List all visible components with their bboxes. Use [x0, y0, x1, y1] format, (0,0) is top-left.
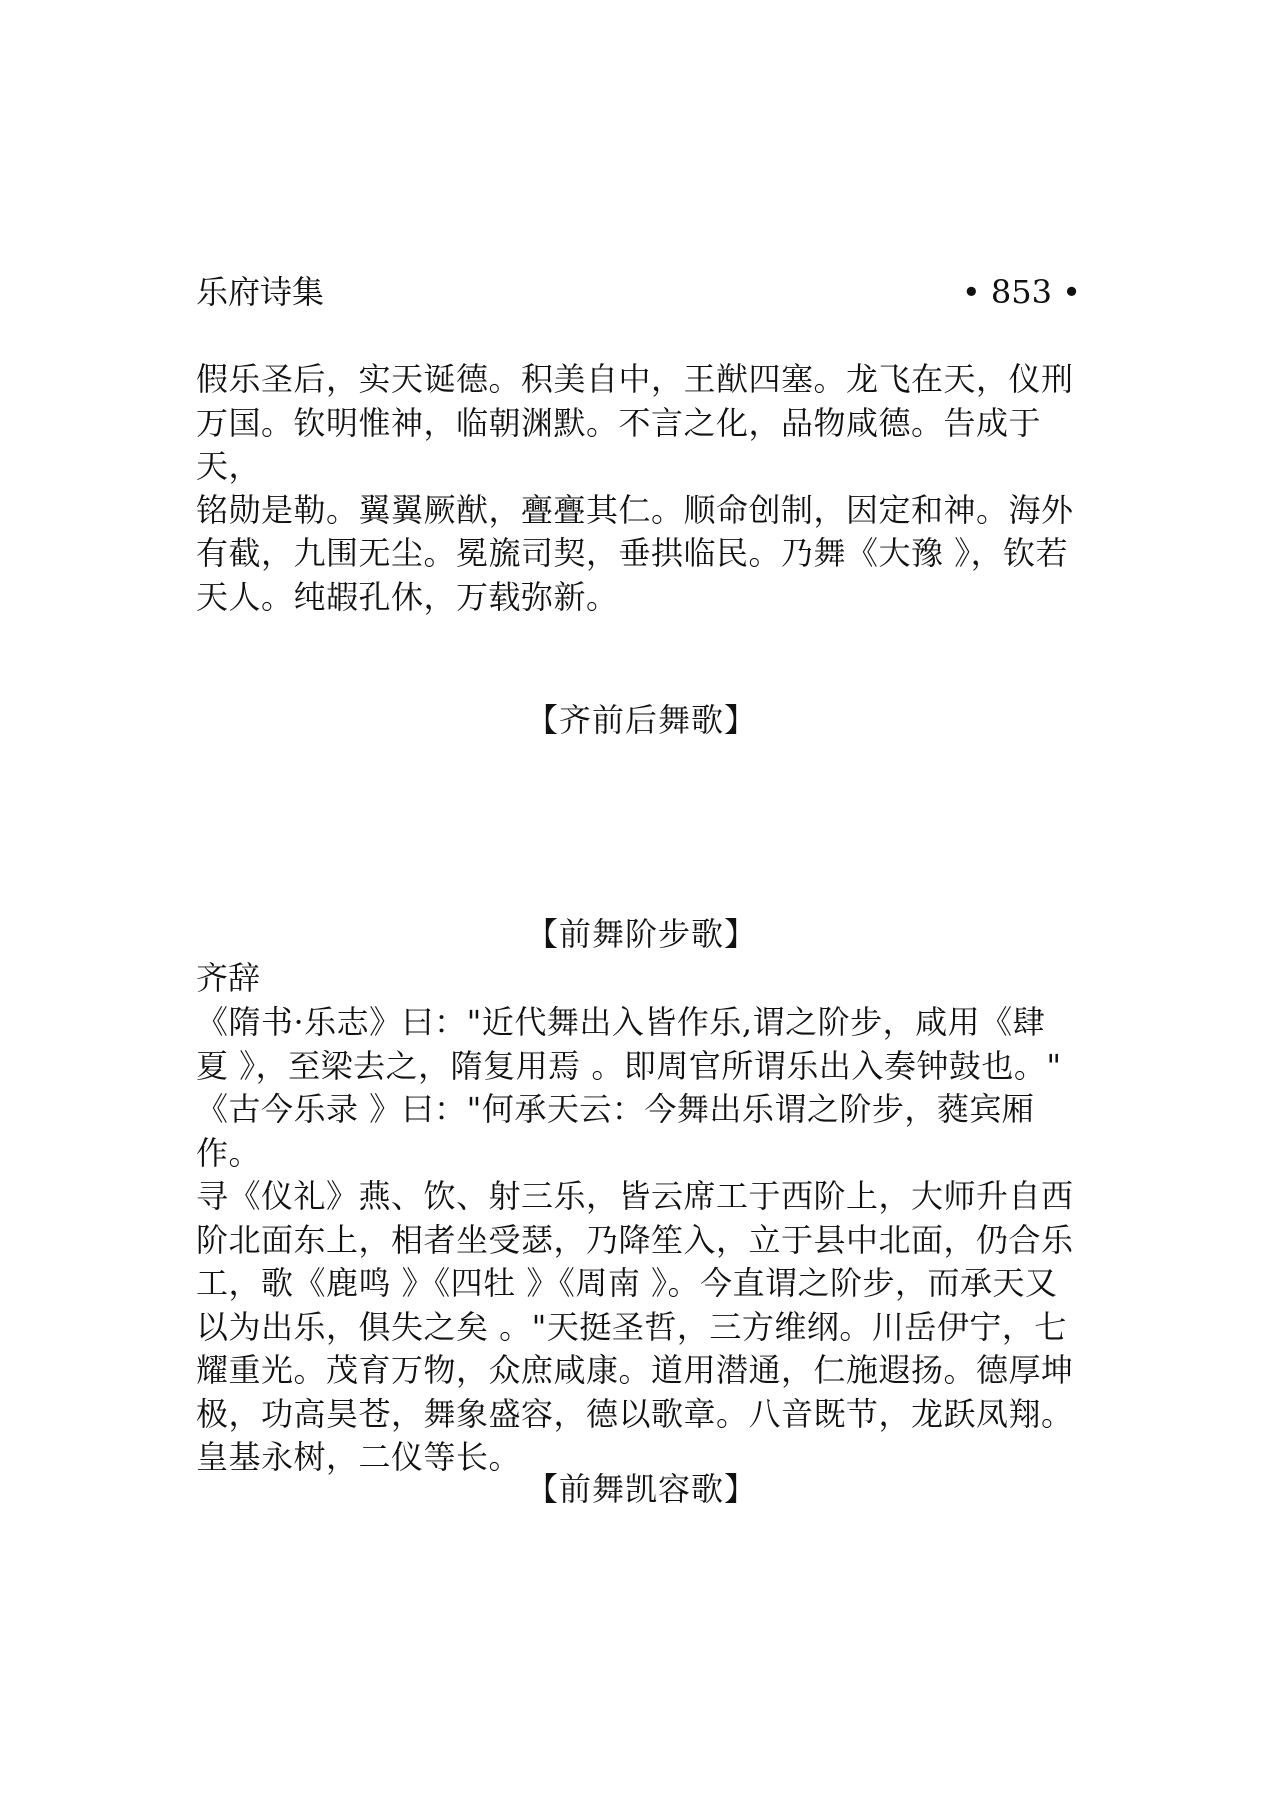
book-title: 乐府诗集	[196, 273, 325, 311]
page-number: • 853 •	[961, 273, 1081, 311]
author-label: 齐辞	[196, 959, 261, 997]
section-heading-jiebu-song: 【前舞阶步歌】	[525, 915, 757, 953]
intro-paragraph: 假乐圣后，实天诞德。积美自中，王猷四塞。龙飞在天，仪刑 万国。钦明惟神，临朝渊默。不言之化，品物咸德。告成于天， 铭勋是勒。翼翼厥猷，亹亹其仁。顺命创制，因定和神。海外 有截，九围无尘。冕旒司契，垂拱临民。乃舞《大豫 》，钦若 天人。纯嘏孔休，万载弥新。	[196, 360, 1074, 616]
section-heading-qi-dance-songs: 【齐前后舞歌】	[525, 701, 757, 739]
page-header	[196, 270, 1081, 314]
section-heading-kairong-song: 【前舞凯容歌】	[525, 1470, 757, 1508]
main-paragraph: 《隋书·乐志》曰："近代舞出入皆作乐,谓之阶步，咸用《肆 夏 》，至梁去之，隋复用焉 。即周官所谓乐出入奏钟鼓也。" 《古今乐录 》曰："何承天云：今舞出乐谓之阶步，蕤宾厢作。 寻《仪礼》燕、饮、射三乐，皆云席工于西阶上，大师升自西 阶北面东上，相者坐受瑟，乃降笙入，立于县中北面，仍合乐 工，歌《鹿鸣 》《四牡 》《周南 》。今直谓之阶步，而承天又 以为出乐，俱失之矣 。"天挺圣哲，三方维纲。川岳伊宁，七 耀重光。茂育万物，众庶咸康。道用潜通，仁施遐扬。德厚坤 极，功高昊苍，舞象盛容，德以歌章。八音既节，龙跃凤翔。 皇基永树，二仪等长。	[196, 1003, 1074, 1476]
